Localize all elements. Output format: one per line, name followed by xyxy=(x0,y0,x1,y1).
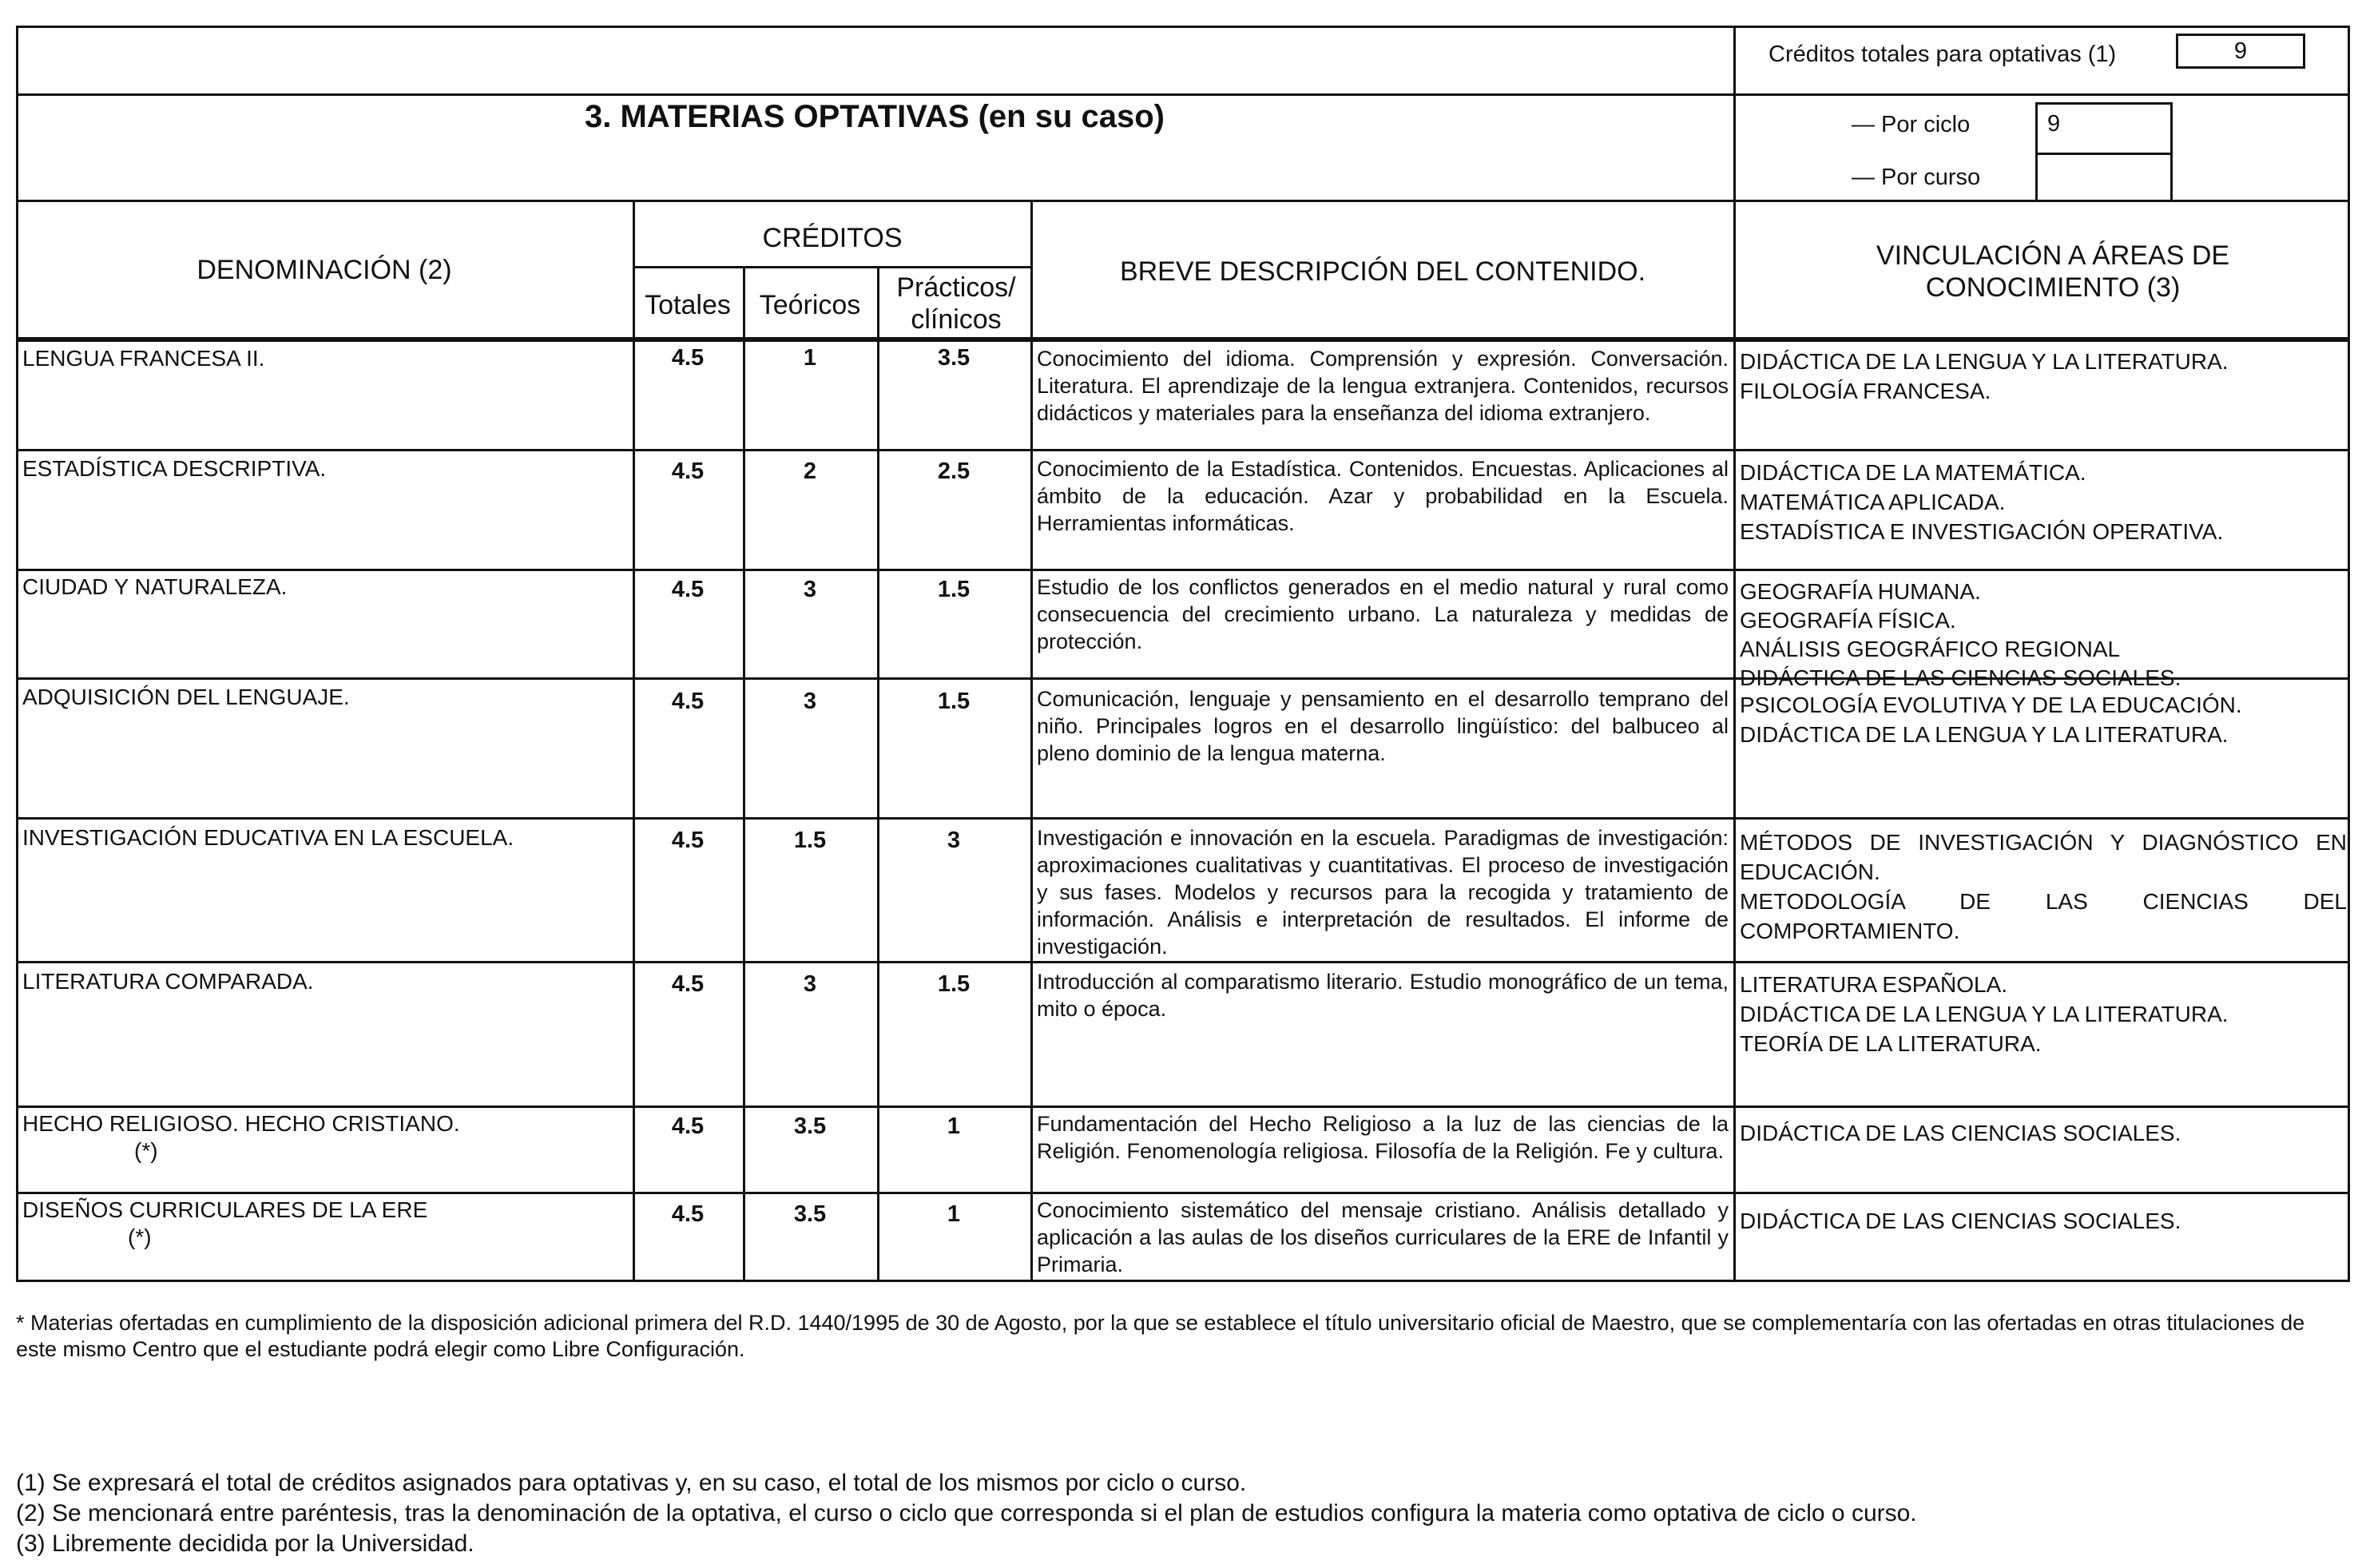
col-header-totales: Totales xyxy=(645,290,731,320)
row-line xyxy=(16,961,2350,963)
row-name: LITERATURA COMPARADA. xyxy=(22,969,314,994)
row-totales: 4.5 xyxy=(671,689,705,714)
row-totales: 4.5 xyxy=(671,1113,705,1139)
row-totales: 4.5 xyxy=(671,458,705,484)
por-curso-value xyxy=(2035,153,2173,202)
row-practicos: 1.5 xyxy=(937,971,971,997)
row-name: ESTADÍSTICA DESCRIPTIVA. xyxy=(22,456,327,481)
row-mark: (*) xyxy=(128,1225,152,1249)
row-area: ESTADÍSTICA E INVESTIGACIÓN OPERATIVA. xyxy=(1740,519,2224,544)
creditos-totales-value: 9 xyxy=(2176,34,2305,69)
row-area: FILOLOGÍA FRANCESA. xyxy=(1740,379,1991,403)
col-header-descripcion: BREVE DESCRIPCIÓN DEL CONTENIDO. xyxy=(1119,256,1646,287)
row-line xyxy=(16,1192,2350,1194)
row-description: Fundamentación del Hecho Religioso a la luz de las ciencias de la Religión. Fenomenología religiosa. Filosofía de la Religión. Fe y cultura. xyxy=(1037,1112,1729,1163)
col-header-denominacion: DENOMINACIÓN (2) xyxy=(197,255,452,285)
row-teoricos: 1.5 xyxy=(793,828,827,853)
row-name: DISEÑOS CURRICULARES DE LA ERE xyxy=(22,1197,428,1222)
row-practicos: 1 xyxy=(947,1201,961,1227)
row-description: Estudio de los conflictos generados en el medio natural y rural como consecuencia del crecimiento urbano. La naturaleza y medidas de protección. xyxy=(1037,575,1729,653)
col-line xyxy=(1733,339,1736,1282)
row-area: GEOGRAFÍA FÍSICA. xyxy=(1740,608,1956,633)
row-description: Conocimiento de la Estadística. Contenidos. Encuestas. Aplicaciones al ámbito de la educación. Azar y probabilidad en la Escuela. Herramientas informáticas. xyxy=(1037,457,1729,535)
row-area: GEOGRAFÍA HUMANA. xyxy=(1740,579,1981,604)
row-teoricos: 3.5 xyxy=(793,1113,827,1139)
row-practicos: 1.5 xyxy=(937,689,971,714)
row-description: Conocimiento sistemático del mensaje cristiano. Análisis detallado y aplicación a las aulas de los diseños curriculares de la ERE de Infantil y Primaria. xyxy=(1037,1198,1729,1276)
row-totales: 4.5 xyxy=(671,1201,705,1227)
header-divider-2 xyxy=(16,200,2350,202)
header-divider xyxy=(16,93,2350,96)
row-mark: (*) xyxy=(134,1138,158,1163)
row-name: INVESTIGACIÓN EDUCATIVA EN LA ESCUELA. xyxy=(22,825,514,850)
por-curso-label: — Por curso xyxy=(1852,165,1981,190)
page-title: 3. MATERIAS OPTATIVAS (en su caso) xyxy=(584,99,1165,134)
row-area: DIDÁCTICA DE LAS CIENCIAS SOCIALES. xyxy=(1740,1121,2181,1145)
row-practicos: 3.5 xyxy=(937,345,971,371)
row-teoricos: 2 xyxy=(803,458,817,484)
row-area: MATEMÁTICA APLICADA. xyxy=(1740,490,2006,514)
row-description: Introducción al comparatismo literario. Estudio monográfico de un tema, mito o época. xyxy=(1037,970,1729,1021)
row-area: MÉTODOS DE INVESTIGACIÓN Y DIAGNÓSTICO EN EDUCACIÓN. xyxy=(1740,830,2347,884)
col-line xyxy=(877,266,879,339)
row-area: DIDÁCTICA DE LAS CIENCIAS SOCIALES. xyxy=(1740,665,2181,690)
row-area: ANÁLISIS GEOGRÁFICO REGIONAL xyxy=(1740,637,2121,661)
row-practicos: 1 xyxy=(947,1113,961,1139)
row-teoricos: 3 xyxy=(803,577,817,602)
row-totales: 4.5 xyxy=(671,971,705,997)
row-practicos: 3 xyxy=(947,828,961,853)
row-practicos: 1.5 xyxy=(937,577,971,602)
row-teoricos: 3 xyxy=(803,689,817,714)
footnote: (2) Se mencionará entre paréntesis, tras la denominación de la optativa, el curso o ciclo que corresponda si el plan de estudios configura la materia como optativa de ciclo o curso. xyxy=(16,1500,1917,1526)
row-practicos: 2.5 xyxy=(937,458,971,484)
row-line xyxy=(16,817,2350,820)
col-header-creditos: CRÉDITOS xyxy=(762,223,903,253)
row-teoricos: 3 xyxy=(803,971,817,997)
row-area: TEORÍA DE LA LITERATURA. xyxy=(1740,1031,2042,1056)
row-line xyxy=(16,569,2350,571)
row-area: DIDÁCTICA DE LA LENGUA Y LA LITERATURA. xyxy=(1740,1002,2229,1026)
col-header-vinculacion: VINCULACIÓN A ÁREAS DE CONOCIMIENTO (3) xyxy=(1876,240,2230,303)
row-area: LITERATURA ESPAÑOLA. xyxy=(1740,972,2008,997)
header-vdivider xyxy=(1733,26,1736,339)
col-header-practicos: Prácticos/ clínicos xyxy=(896,272,1016,335)
row-area: DIDÁCTICA DE LA MATEMÁTICA. xyxy=(1740,460,2086,485)
footnote: (1) Se expresará el total de créditos asignados para optativas y, en su caso, el total de los mismos por ciclo o curso. xyxy=(16,1470,1247,1496)
row-totales: 4.5 xyxy=(671,345,705,371)
row-name: LENGUA FRANCESA II. xyxy=(22,346,265,371)
row-line xyxy=(16,1106,2350,1108)
row-teoricos: 1 xyxy=(803,345,817,371)
row-description: Investigación e innovación en la escuela. Paradigmas de investigación: aproximaciones cualitativas y cuantitativas. El proceso de investigación y sus fases. Modelos y recursos para la recogida y tratamiento de información. Análisis e interpretación de resultados. El informe de investigación. xyxy=(1037,826,1729,959)
row-area: DIDÁCTICA DE LA LENGUA Y LA LITERATURA. xyxy=(1740,349,2229,374)
row-description: Comunicación, lenguaje y pensamiento en el desarrollo temprano del niño. Principales logros en el desarrollo lingüístico: del balbuceo al pleno dominio de la lengua materna. xyxy=(1037,687,1729,765)
row-line xyxy=(16,449,2350,451)
col-header-teoricos: Teóricos xyxy=(759,290,861,320)
row-description: Conocimiento del idioma. Comprensión y expresión. Conversación. Literatura. El aprendizaje de la lengua extranjera. Contenidos, recursos didácticos y materiales para la enseñanza del idioma extranjero. xyxy=(1037,347,1729,425)
row-area: METODOLOGÍA DE LAS CIENCIAS DEL COMPORTAMIENTO. xyxy=(1740,889,2347,943)
row-teoricos: 3.5 xyxy=(793,1201,827,1227)
creditos-divider xyxy=(633,266,1032,268)
col-line xyxy=(1030,339,1033,1282)
creditos-totales-label: Créditos totales para optativas (1) xyxy=(1769,42,2117,67)
por-ciclo-value: 9 xyxy=(2035,102,2173,155)
row-totales: 4.5 xyxy=(671,577,705,602)
footnote: (3) Libremente decidida por la Universidad. xyxy=(16,1530,474,1557)
row-name: ADQUISICIÓN DEL LENGUAJE. xyxy=(22,685,350,709)
row-name: CIUDAD Y NATURALEZA. xyxy=(22,574,288,599)
row-name: HECHO RELIGIOSO. HECHO CRISTIANO. xyxy=(22,1111,460,1136)
asterisk-note: * Materias ofertadas en cumplimiento de la disposición adicional primera del R.D. 1440/1995 de 30 de Agosto, por la que se establece el título universitario oficial de Maestro, que se complementaría con las ofertadas en otras titulaciones de este mismo Centro que el estudiante podrá elegir como Libre Configuración. xyxy=(16,1311,2305,1361)
row-area: DIDÁCTICA DE LAS CIENCIAS SOCIALES. xyxy=(1740,1209,2181,1233)
row-area: DIDÁCTICA DE LA LENGUA Y LA LITERATURA. xyxy=(1740,722,2229,747)
por-ciclo-label: — Por ciclo xyxy=(1852,112,1971,137)
row-area: PSICOLOGÍA EVOLUTIVA Y DE LA EDUCACIÓN. xyxy=(1740,693,2242,717)
row-totales: 4.5 xyxy=(671,828,705,853)
